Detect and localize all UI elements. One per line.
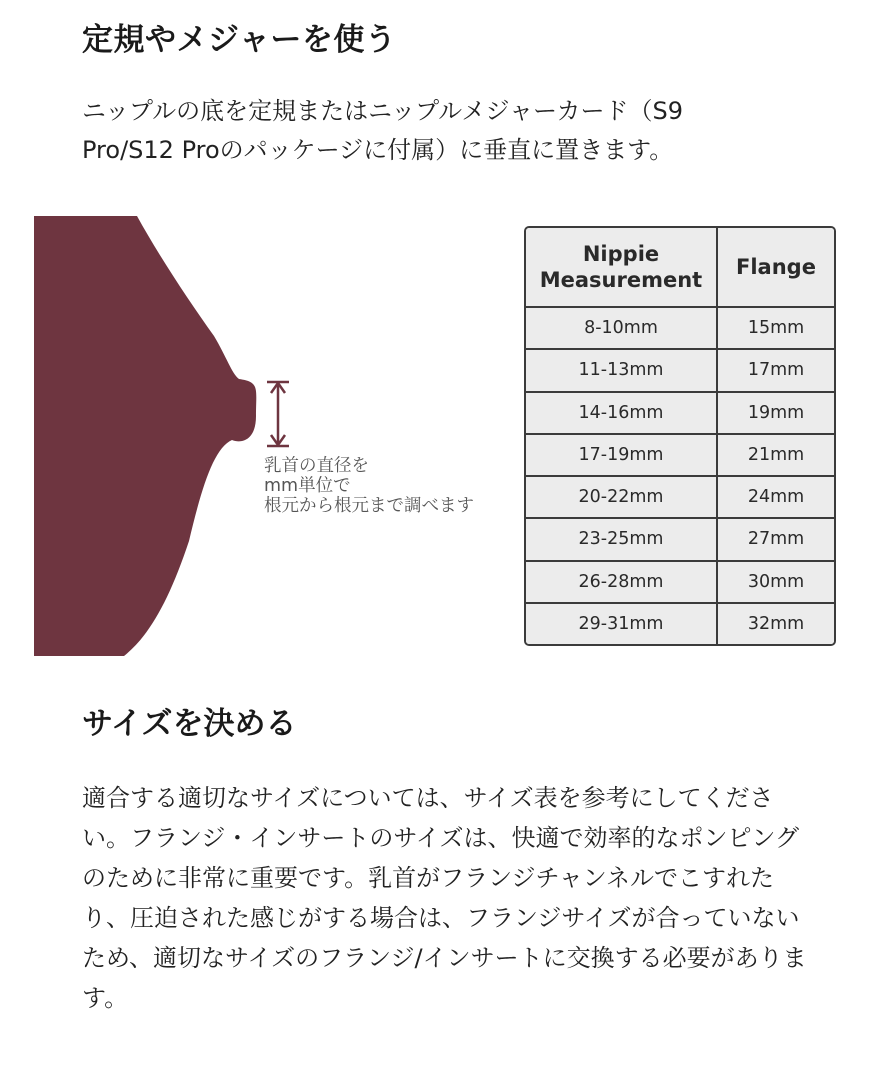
flange-size-table [524, 226, 836, 646]
table-header-row [526, 228, 834, 307]
header-line: Measurement [539, 268, 703, 292]
flange-size-cell: 32mm [717, 603, 834, 644]
header-line: Nippie [582, 242, 660, 266]
section-title-size: サイズを決める [82, 706, 297, 742]
header-nipple-measurement [526, 228, 717, 307]
nipple-size-cell: 14-16mm [526, 392, 717, 434]
nipple-size-cell: 29-31mm [526, 603, 717, 644]
nipple-size-cell: 26-28mm [526, 561, 717, 603]
flange-size-cell: 19mm [717, 392, 834, 434]
nipple-size-cell: 23-25mm [526, 518, 717, 560]
table-row [526, 349, 834, 391]
measurement-arrow-icon [267, 382, 289, 446]
breast-profile-graphic [34, 216, 514, 656]
measurement-caption: 乳首の直径を mm単位で 根元から根元まで調べます [264, 456, 474, 516]
table-row [526, 561, 834, 603]
table-row [526, 307, 834, 349]
table-row [526, 434, 834, 476]
nipple-size-cell: 11-13mm [526, 349, 717, 391]
flange-size-cell: 27mm [717, 518, 834, 560]
nipple-size-cell: 8-10mm [526, 307, 717, 349]
header-flange [717, 228, 834, 307]
flange-size-cell: 21mm [717, 434, 834, 476]
table-row [526, 518, 834, 560]
nipple-size-cell: 17-19mm [526, 434, 717, 476]
flange-size-cell: 15mm [717, 307, 834, 349]
flange-size-cell: 17mm [717, 349, 834, 391]
header-line: Flange [736, 255, 816, 279]
table-row [526, 476, 834, 518]
breast-silhouette [34, 216, 256, 656]
section-title-ruler: 定規やメジャーを使う [82, 22, 397, 58]
nipple-measurement-illustration [34, 216, 514, 656]
section-body-ruler: ニップルの底を定規またはニップルメジャーカード（S9 Pro/S12 Proのパッケージに付属）に垂直に置きます。 [82, 97, 683, 164]
section-body-size: 適合する適切なサイズについては、サイズ表を参考にしてください。フランジ・インサートのサイズは、快適で効率的なポンピングのために非常に重要です。乳首がフランジチャンネルでこすれたり、圧迫された感じがする場合は、フランジサイズが合っていないため、適切なサイズのフランジ/インサートに交換する必要があります。 [82, 784, 807, 1012]
table-row [526, 392, 834, 434]
flange-size-cell: 30mm [717, 561, 834, 603]
nipple-size-cell: 20-22mm [526, 476, 717, 518]
flange-size-cell: 24mm [717, 476, 834, 518]
table-row [526, 603, 834, 644]
